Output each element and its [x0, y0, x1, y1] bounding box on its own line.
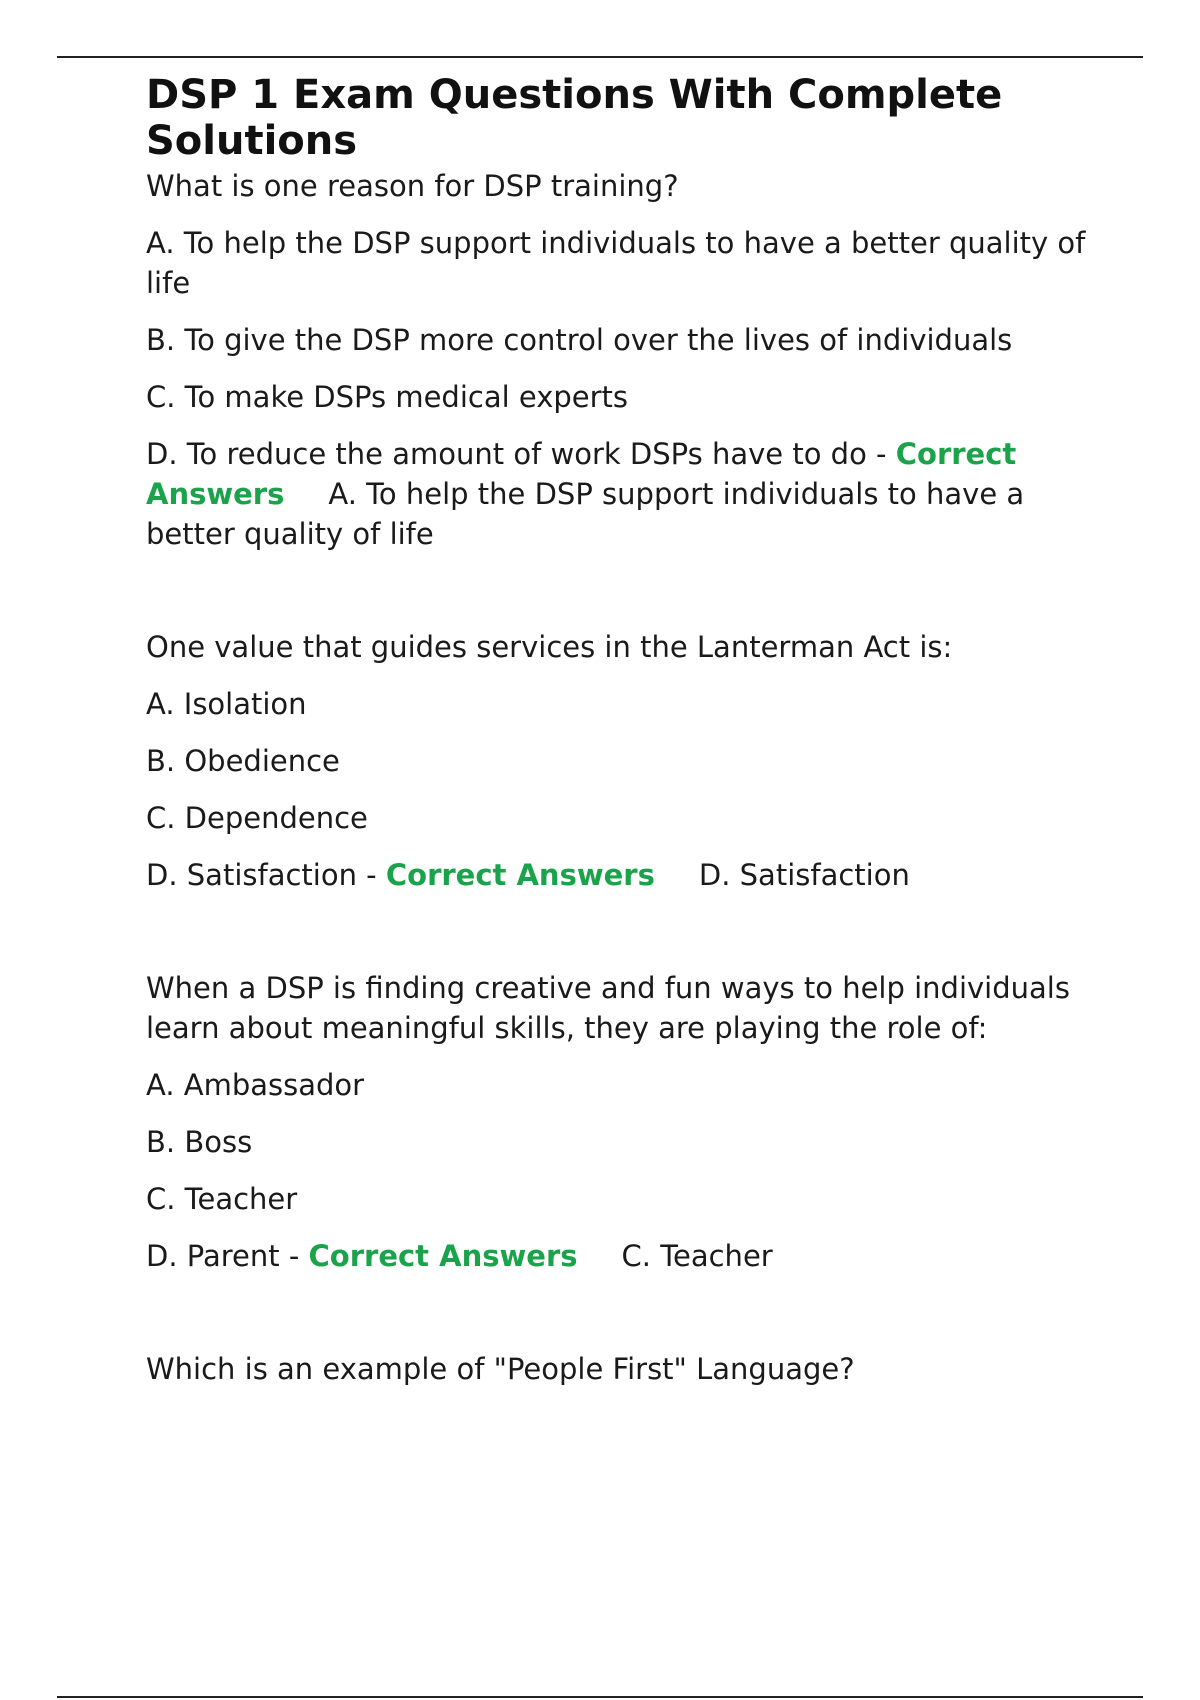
question-block-4 [146, 1349, 1096, 1389]
option-a: A. To help the DSP support individuals to have a better quality of life [146, 226, 1086, 300]
answer-text: A. To help the DSP support individuals to have a better quality of life [146, 477, 1025, 551]
option-c: C. To make DSPs medical experts [146, 380, 629, 414]
option-d-with-answer [146, 434, 1096, 554]
option-c: C. Teacher [146, 1182, 298, 1216]
option-b: B. To give the DSP more control over the lives of individuals [146, 323, 1013, 357]
option-b: B. Obedience [146, 744, 340, 778]
question-text: When a DSP is finding creative and fun ways to help individuals learn about meaningful skills, they are playing the role of: [146, 971, 1070, 1045]
document-body [146, 72, 1096, 1462]
question-text: Which is an example of "People First" Language? [146, 1352, 855, 1386]
question-text: One value that guides services in the Lanterman Act is: [146, 630, 953, 664]
correct-answers-label: Correct Answers [385, 858, 655, 892]
option-a: A. Isolation [146, 687, 307, 721]
option-d-text: D. Satisfaction - [146, 858, 386, 892]
question-block-2 [146, 627, 1096, 895]
bottom-rule [57, 1696, 1143, 1698]
option-d-with-answer [146, 1236, 1096, 1276]
option-c: C. Dependence [146, 801, 368, 835]
correct-answers-label: Correct Answers [308, 1239, 578, 1273]
option-b: B. Boss [146, 1125, 253, 1159]
correct-answers-label: Correct Answers [146, 437, 1017, 511]
answer-text: D. Satisfaction [698, 858, 910, 892]
option-d-with-answer [146, 855, 1096, 895]
answer-text: C. Teacher [621, 1239, 773, 1273]
question-block-3 [146, 968, 1096, 1276]
option-a: A. Ambassador [146, 1068, 365, 1102]
question-text: What is one reason for DSP training? [146, 169, 679, 203]
option-d-text: D. To reduce the amount of work DSPs have to do - [146, 437, 896, 471]
option-d-text: D. Parent - [146, 1239, 309, 1273]
question-block-1 [146, 166, 1096, 554]
document-title: DSP 1 Exam Questions With Complete Solutions [146, 72, 1003, 164]
top-rule [57, 56, 1143, 58]
